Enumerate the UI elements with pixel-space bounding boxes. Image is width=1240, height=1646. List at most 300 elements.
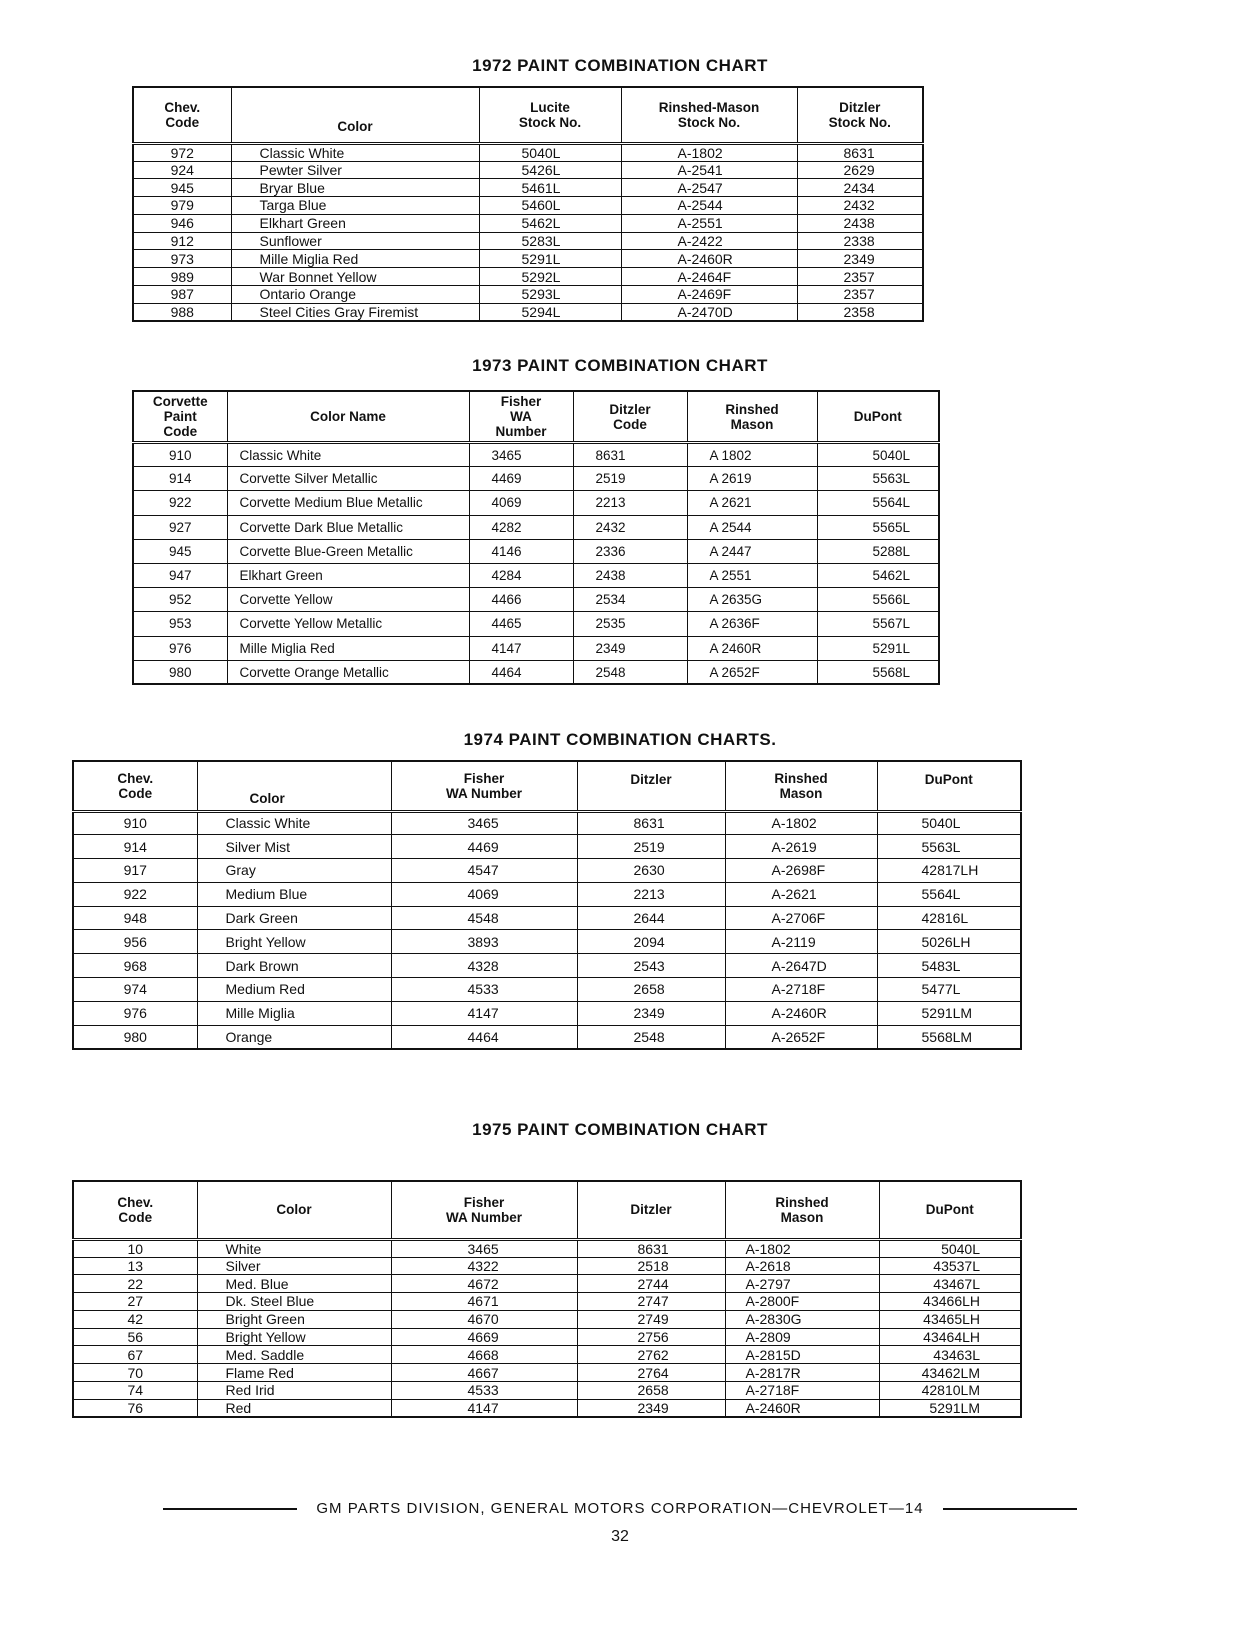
cell-color: Red <box>197 1399 391 1417</box>
cell-paint-code: 952 <box>133 588 227 612</box>
cell-ditzler: 2543 <box>577 954 725 978</box>
cell-rinshed-mason: A-2460R <box>725 1399 879 1417</box>
cell-ditzler: 2548 <box>573 660 687 684</box>
header-ditzler: Ditzler Stock No. <box>797 87 923 143</box>
table-row <box>73 859 1021 883</box>
cell-dupont: 42810LM <box>879 1382 1021 1400</box>
table-body <box>133 143 923 321</box>
table-row <box>73 1364 1021 1382</box>
chart-title-1974: 1974 PAINT COMBINATION CHARTS. <box>463 730 777 749</box>
cell-chev-code: 976 <box>73 1001 197 1025</box>
cell-color: Flame Red <box>197 1364 391 1382</box>
cell-fisher-wa: 4547 <box>391 859 577 883</box>
table-row <box>73 1310 1021 1328</box>
cell-rinshed-mason: A-2460R <box>725 1001 877 1025</box>
cell-dupont: 5040L <box>879 1239 1021 1257</box>
paint-table-1972 <box>132 86 924 322</box>
cell-rinshed-mason: A 1802 <box>687 443 817 467</box>
cell-rinshed-mason: A-2551 <box>621 214 797 232</box>
cell-dupont: 5291LM <box>879 1399 1021 1417</box>
cell-color: Mille Miglia <box>197 1001 391 1025</box>
cell-fisher-wa: 4322 <box>391 1257 577 1275</box>
cell-rinshed-mason: A-2119 <box>725 930 877 954</box>
cell-rinshed-mason: A 2447 <box>687 539 817 563</box>
cell-ditzler: 2629 <box>797 161 923 179</box>
cell-color: Gray <box>197 859 391 883</box>
cell-rinshed-mason: A 2619 <box>687 467 817 491</box>
cell-rinshed-mason: A-2718F <box>725 978 877 1002</box>
table-row <box>133 143 923 161</box>
cell-rinshed-mason: A-1802 <box>725 1239 879 1257</box>
cell-lucite: 5426L <box>479 161 621 179</box>
cell-ditzler: 2438 <box>797 214 923 232</box>
cell-fisher-wa: 4147 <box>391 1001 577 1025</box>
cell-ditzler: 2349 <box>573 636 687 660</box>
cell-fisher-wa: 4282 <box>469 515 573 539</box>
header-ditzler: Ditzler <box>577 1181 725 1239</box>
chart-title-1975: 1975 PAINT COMBINATION CHART <box>472 1120 768 1139</box>
cell-chev-code: 922 <box>73 882 197 906</box>
table-body <box>73 811 1021 1049</box>
cell-fisher-wa: 3465 <box>391 811 577 835</box>
header-rinshed-mason: Rinshed Mason <box>725 1181 879 1239</box>
cell-dupont: 43464LH <box>879 1328 1021 1346</box>
cell-color: Silver <box>197 1257 391 1275</box>
cell-color-name: Mille Miglia Red <box>227 636 469 660</box>
cell-ditzler: 2747 <box>577 1293 725 1311</box>
cell-chev-code: 27 <box>73 1293 197 1311</box>
cell-dupont: 43465LH <box>879 1310 1021 1328</box>
cell-paint-code: 914 <box>133 467 227 491</box>
cell-fisher-wa: 4147 <box>391 1399 577 1417</box>
cell-fisher-wa: 3465 <box>469 443 573 467</box>
cell-chev-code: 973 <box>133 250 231 268</box>
cell-chev-code: 42 <box>73 1310 197 1328</box>
cell-rinshed-mason: A-2809 <box>725 1328 879 1346</box>
cell-rinshed-mason: A 2460R <box>687 636 817 660</box>
table-row <box>73 1346 1021 1364</box>
cell-rinshed-mason: A-2800F <box>725 1293 879 1311</box>
cell-dupont: 5563L <box>877 835 1021 859</box>
cell-ditzler: 2658 <box>577 1382 725 1400</box>
cell-dupont: 5462L <box>817 563 939 587</box>
cell-rinshed-mason: A-2647D <box>725 954 877 978</box>
cell-chev-code: 70 <box>73 1364 197 1382</box>
table-row <box>133 491 939 515</box>
header-color: Color <box>197 761 391 811</box>
cell-color: Elkhart Green <box>231 214 479 232</box>
header-rinshed-mason: Rinshed Mason <box>725 761 877 811</box>
cell-color: Dk. Steel Blue <box>197 1293 391 1311</box>
cell-rinshed-mason: A-2547 <box>621 179 797 197</box>
table-row <box>73 882 1021 906</box>
cell-rinshed-mason: A-2469F <box>621 286 797 304</box>
cell-lucite: 5294L <box>479 303 621 321</box>
cell-ditzler: 2338 <box>797 232 923 250</box>
cell-ditzler: 2094 <box>577 930 725 954</box>
cell-rinshed-mason: A-2460R <box>621 250 797 268</box>
cell-lucite: 5293L <box>479 286 621 304</box>
cell-chev-code: 968 <box>73 954 197 978</box>
cell-chev-code: 10 <box>73 1239 197 1257</box>
table-row <box>73 1025 1021 1049</box>
cell-ditzler: 2336 <box>573 539 687 563</box>
cell-color: Pewter Silver <box>231 161 479 179</box>
table-row <box>133 250 923 268</box>
table-row <box>133 443 939 467</box>
table-row <box>133 563 939 587</box>
header-ditzler: Ditzler <box>577 761 725 811</box>
table-row <box>73 978 1021 1002</box>
footer <box>0 1500 1240 1517</box>
cell-ditzler: 2213 <box>577 882 725 906</box>
cell-rinshed-mason: A-2544 <box>621 197 797 215</box>
cell-color: Dark Brown <box>197 954 391 978</box>
cell-color: Medium Red <box>197 978 391 1002</box>
header-fisher-wa: Fisher WA Number <box>469 391 573 443</box>
cell-color: White <box>197 1239 391 1257</box>
cell-fisher-wa: 4669 <box>391 1328 577 1346</box>
cell-rinshed-mason: A-2718F <box>725 1382 879 1400</box>
cell-chev-code: 979 <box>133 197 231 215</box>
paint-table-1974 <box>72 760 1022 1050</box>
header-rinshed-mason: Rinshed Mason <box>687 391 817 443</box>
cell-dupont: 43462LM <box>879 1364 1021 1382</box>
cell-fisher-wa: 4284 <box>469 563 573 587</box>
cell-color-name: Corvette Yellow Metallic <box>227 612 469 636</box>
table-row <box>73 1293 1021 1311</box>
footer-rule-left <box>163 1508 297 1510</box>
cell-fisher-wa: 4146 <box>469 539 573 563</box>
cell-fisher-wa: 4147 <box>469 636 573 660</box>
cell-dupont: 5564L <box>817 491 939 515</box>
table-row <box>133 515 939 539</box>
cell-chev-code: 974 <box>73 978 197 1002</box>
cell-rinshed-mason: A-2619 <box>725 835 877 859</box>
cell-ditzler: 2764 <box>577 1364 725 1382</box>
cell-paint-code: 945 <box>133 539 227 563</box>
cell-rinshed-mason: A-2470D <box>621 303 797 321</box>
table-row <box>133 286 923 304</box>
table-row <box>73 811 1021 835</box>
cell-lucite: 5461L <box>479 179 621 197</box>
cell-color-name: Elkhart Green <box>227 563 469 587</box>
cell-ditzler: 2432 <box>573 515 687 539</box>
cell-fisher-wa: 4533 <box>391 1382 577 1400</box>
cell-dupont: 5567L <box>817 612 939 636</box>
cell-dupont: 43463L <box>879 1346 1021 1364</box>
cell-chev-code: 67 <box>73 1346 197 1364</box>
cell-rinshed-mason: A-2464F <box>621 268 797 286</box>
cell-dupont: 5568LM <box>877 1025 1021 1049</box>
header-chev-code: Chev. Code <box>73 761 197 811</box>
cell-chev-code: 980 <box>73 1025 197 1049</box>
cell-paint-code: 927 <box>133 515 227 539</box>
cell-chev-code: 914 <box>73 835 197 859</box>
table-row <box>133 161 923 179</box>
cell-dupont: 5291L <box>817 636 939 660</box>
cell-color: Bright Green <box>197 1310 391 1328</box>
table-body <box>133 443 939 685</box>
cell-fisher-wa: 4672 <box>391 1275 577 1293</box>
table-row <box>133 660 939 684</box>
cell-chev-code: 956 <box>73 930 197 954</box>
footer-rule-right <box>943 1508 1077 1510</box>
cell-ditzler: 2548 <box>577 1025 725 1049</box>
table-row <box>73 1275 1021 1293</box>
cell-lucite: 5283L <box>479 232 621 250</box>
cell-dupont: 5477L <box>877 978 1021 1002</box>
table-row <box>133 588 939 612</box>
cell-chev-code: 917 <box>73 859 197 883</box>
cell-fisher-wa: 4469 <box>469 467 573 491</box>
cell-ditzler: 2744 <box>577 1275 725 1293</box>
cell-rinshed-mason: A-2815D <box>725 1346 879 1364</box>
header-corvette-paint-code: Corvette Paint Code <box>133 391 227 443</box>
cell-dupont: 5288L <box>817 539 939 563</box>
cell-ditzler: 2349 <box>577 1399 725 1417</box>
cell-dupont: 5563L <box>817 467 939 491</box>
cell-color: Classic White <box>197 811 391 835</box>
cell-color: Bryar Blue <box>231 179 479 197</box>
cell-rinshed-mason: A 2551 <box>687 563 817 587</box>
cell-fisher-wa: 4464 <box>391 1025 577 1049</box>
cell-color: Bright Yellow <box>197 930 391 954</box>
cell-ditzler: 2762 <box>577 1346 725 1364</box>
table-row <box>133 303 923 321</box>
table-row <box>73 906 1021 930</box>
cell-color-name: Corvette Medium Blue Metallic <box>227 491 469 515</box>
cell-fisher-wa: 4671 <box>391 1293 577 1311</box>
cell-chev-code: 74 <box>73 1382 197 1400</box>
cell-fisher-wa: 3893 <box>391 930 577 954</box>
cell-ditzler: 2534 <box>573 588 687 612</box>
cell-color: Med. Blue <box>197 1275 391 1293</box>
table-row <box>133 214 923 232</box>
cell-dupont: 43467L <box>879 1275 1021 1293</box>
table-row <box>133 612 939 636</box>
cell-paint-code: 947 <box>133 563 227 587</box>
cell-rinshed-mason: A-2797 <box>725 1275 879 1293</box>
cell-fisher-wa: 4465 <box>469 612 573 636</box>
cell-dupont: 5568L <box>817 660 939 684</box>
cell-color-name: Corvette Blue-Green Metallic <box>227 539 469 563</box>
cell-chev-code: 924 <box>133 161 231 179</box>
cell-ditzler: 2644 <box>577 906 725 930</box>
cell-rinshed-mason: A-2698F <box>725 859 877 883</box>
cell-color: Steel Cities Gray Firemist <box>231 303 479 321</box>
cell-color: Orange <box>197 1025 391 1049</box>
cell-color: Targa Blue <box>231 197 479 215</box>
cell-dupont: 5026LH <box>877 930 1021 954</box>
cell-color: Classic White <box>231 143 479 161</box>
chart-title-1973: 1973 PAINT COMBINATION CHART <box>472 356 768 375</box>
cell-chev-code: 988 <box>133 303 231 321</box>
header-fisher-wa: Fisher WA Number <box>391 761 577 811</box>
cell-fisher-wa: 4670 <box>391 1310 577 1328</box>
table-body <box>73 1239 1021 1417</box>
cell-color: Mille Miglia Red <box>231 250 479 268</box>
table-row <box>133 539 939 563</box>
header-chev-code: Chev. Code <box>133 87 231 143</box>
cell-rinshed-mason: A-2830G <box>725 1310 879 1328</box>
cell-chev-code: 912 <box>133 232 231 250</box>
cell-chev-code: 945 <box>133 179 231 197</box>
cell-dupont: 5565L <box>817 515 939 539</box>
header-color-name: Color Name <box>227 391 469 443</box>
paint-table-1973 <box>132 390 940 685</box>
cell-color-name: Corvette Yellow <box>227 588 469 612</box>
table-row <box>73 954 1021 978</box>
header-dupont: DuPont <box>877 761 1021 811</box>
cell-fisher-wa: 4667 <box>391 1364 577 1382</box>
header-color: Color <box>231 87 479 143</box>
cell-fisher-wa: 4464 <box>469 660 573 684</box>
cell-color-name: Corvette Silver Metallic <box>227 467 469 491</box>
cell-ditzler: 2349 <box>797 250 923 268</box>
paint-table-1975 <box>72 1180 1022 1418</box>
table-row <box>73 930 1021 954</box>
cell-ditzler: 2519 <box>573 467 687 491</box>
cell-color-name: Corvette Orange Metallic <box>227 660 469 684</box>
cell-ditzler: 2213 <box>573 491 687 515</box>
cell-lucite: 5292L <box>479 268 621 286</box>
table-row <box>133 467 939 491</box>
table-row <box>133 268 923 286</box>
cell-color: Dark Green <box>197 906 391 930</box>
cell-lucite: 5462L <box>479 214 621 232</box>
cell-rinshed-mason: A-2706F <box>725 906 877 930</box>
cell-ditzler: 8631 <box>577 1239 725 1257</box>
cell-ditzler: 2434 <box>797 179 923 197</box>
cell-ditzler: 8631 <box>797 143 923 161</box>
header-color: Color <box>197 1181 391 1239</box>
cell-chev-code: 56 <box>73 1328 197 1346</box>
cell-fisher-wa: 4328 <box>391 954 577 978</box>
cell-rinshed-mason: A-2621 <box>725 882 877 906</box>
cell-chev-code: 76 <box>73 1399 197 1417</box>
header-ditzler-code: Ditzler Code <box>573 391 687 443</box>
cell-rinshed-mason: A-2618 <box>725 1257 879 1275</box>
cell-paint-code: 976 <box>133 636 227 660</box>
table-row <box>73 1399 1021 1417</box>
cell-dupont: 5040L <box>877 811 1021 835</box>
cell-ditzler: 2358 <box>797 303 923 321</box>
cell-ditzler: 2535 <box>573 612 687 636</box>
table-row <box>133 232 923 250</box>
table-row <box>73 1257 1021 1275</box>
cell-fisher-wa: 4668 <box>391 1346 577 1364</box>
cell-color: War Bonnet Yellow <box>231 268 479 286</box>
cell-dupont: 42817LH <box>877 859 1021 883</box>
cell-rinshed-mason: A 2652F <box>687 660 817 684</box>
cell-paint-code: 922 <box>133 491 227 515</box>
cell-ditzler: 2432 <box>797 197 923 215</box>
cell-rinshed-mason: A 2635G <box>687 588 817 612</box>
cell-chev-code: 22 <box>73 1275 197 1293</box>
cell-color: Med. Saddle <box>197 1346 391 1364</box>
cell-dupont: 42816L <box>877 906 1021 930</box>
cell-dupont: 5566L <box>817 588 939 612</box>
cell-color: Ontario Orange <box>231 286 479 304</box>
cell-lucite: 5291L <box>479 250 621 268</box>
table-row <box>73 1328 1021 1346</box>
cell-ditzler: 2438 <box>573 563 687 587</box>
cell-rinshed-mason: A-2817R <box>725 1364 879 1382</box>
cell-color: Bright Yellow <box>197 1328 391 1346</box>
cell-chev-code: 946 <box>133 214 231 232</box>
cell-fisher-wa: 4533 <box>391 978 577 1002</box>
cell-dupont: 43537L <box>879 1257 1021 1275</box>
cell-ditzler: 2749 <box>577 1310 725 1328</box>
cell-dupont: 5040L <box>817 443 939 467</box>
header-chev-code: Chev. Code <box>73 1181 197 1239</box>
header-rinshed-mason: Rinshed-Mason Stock No. <box>621 87 797 143</box>
table-row <box>73 835 1021 859</box>
cell-color: Sunflower <box>231 232 479 250</box>
cell-chev-code: 13 <box>73 1257 197 1275</box>
cell-ditzler: 2349 <box>577 1001 725 1025</box>
cell-fisher-wa: 4548 <box>391 906 577 930</box>
cell-dupont: 5564L <box>877 882 1021 906</box>
cell-fisher-wa: 4469 <box>391 835 577 859</box>
cell-fisher-wa: 4069 <box>469 491 573 515</box>
cell-chev-code: 989 <box>133 268 231 286</box>
cell-ditzler: 8631 <box>577 811 725 835</box>
table-row <box>133 636 939 660</box>
cell-ditzler: 2357 <box>797 268 923 286</box>
cell-rinshed-mason: A-2422 <box>621 232 797 250</box>
cell-dupont: 43466LH <box>879 1293 1021 1311</box>
cell-color: Red Irid <box>197 1382 391 1400</box>
cell-rinshed-mason: A-1802 <box>725 811 877 835</box>
cell-paint-code: 910 <box>133 443 227 467</box>
cell-chev-code: 972 <box>133 143 231 161</box>
cell-fisher-wa: 3465 <box>391 1239 577 1257</box>
cell-ditzler: 2756 <box>577 1328 725 1346</box>
cell-paint-code: 953 <box>133 612 227 636</box>
table-row <box>73 1001 1021 1025</box>
cell-rinshed-mason: A 2636F <box>687 612 817 636</box>
table-row <box>133 179 923 197</box>
cell-rinshed-mason: A-2541 <box>621 161 797 179</box>
page-number: 32 <box>611 1528 629 1545</box>
footer-text: GM PARTS DIVISION, GENERAL MOTORS CORPORATION—CHEVROLET—14 <box>316 1500 924 1517</box>
cell-ditzler: 2357 <box>797 286 923 304</box>
cell-ditzler: 8631 <box>573 443 687 467</box>
cell-fisher-wa: 4069 <box>391 882 577 906</box>
cell-chev-code: 948 <box>73 906 197 930</box>
chart-title-1972: 1972 PAINT COMBINATION CHART <box>472 56 768 75</box>
header-fisher-wa: Fisher WA Number <box>391 1181 577 1239</box>
cell-fisher-wa: 4466 <box>469 588 573 612</box>
cell-color-name: Corvette Dark Blue Metallic <box>227 515 469 539</box>
cell-rinshed-mason: A-1802 <box>621 143 797 161</box>
cell-dupont: 5291LM <box>877 1001 1021 1025</box>
cell-ditzler: 2658 <box>577 978 725 1002</box>
cell-rinshed-mason: A 2621 <box>687 491 817 515</box>
header-lucite: Lucite Stock No. <box>479 87 621 143</box>
cell-color-name: Classic White <box>227 443 469 467</box>
cell-lucite: 5040L <box>479 143 621 161</box>
table-row <box>133 197 923 215</box>
cell-dupont: 5483L <box>877 954 1021 978</box>
table-row <box>73 1382 1021 1400</box>
table-row <box>73 1239 1021 1257</box>
cell-paint-code: 980 <box>133 660 227 684</box>
cell-ditzler: 2630 <box>577 859 725 883</box>
cell-lucite: 5460L <box>479 197 621 215</box>
